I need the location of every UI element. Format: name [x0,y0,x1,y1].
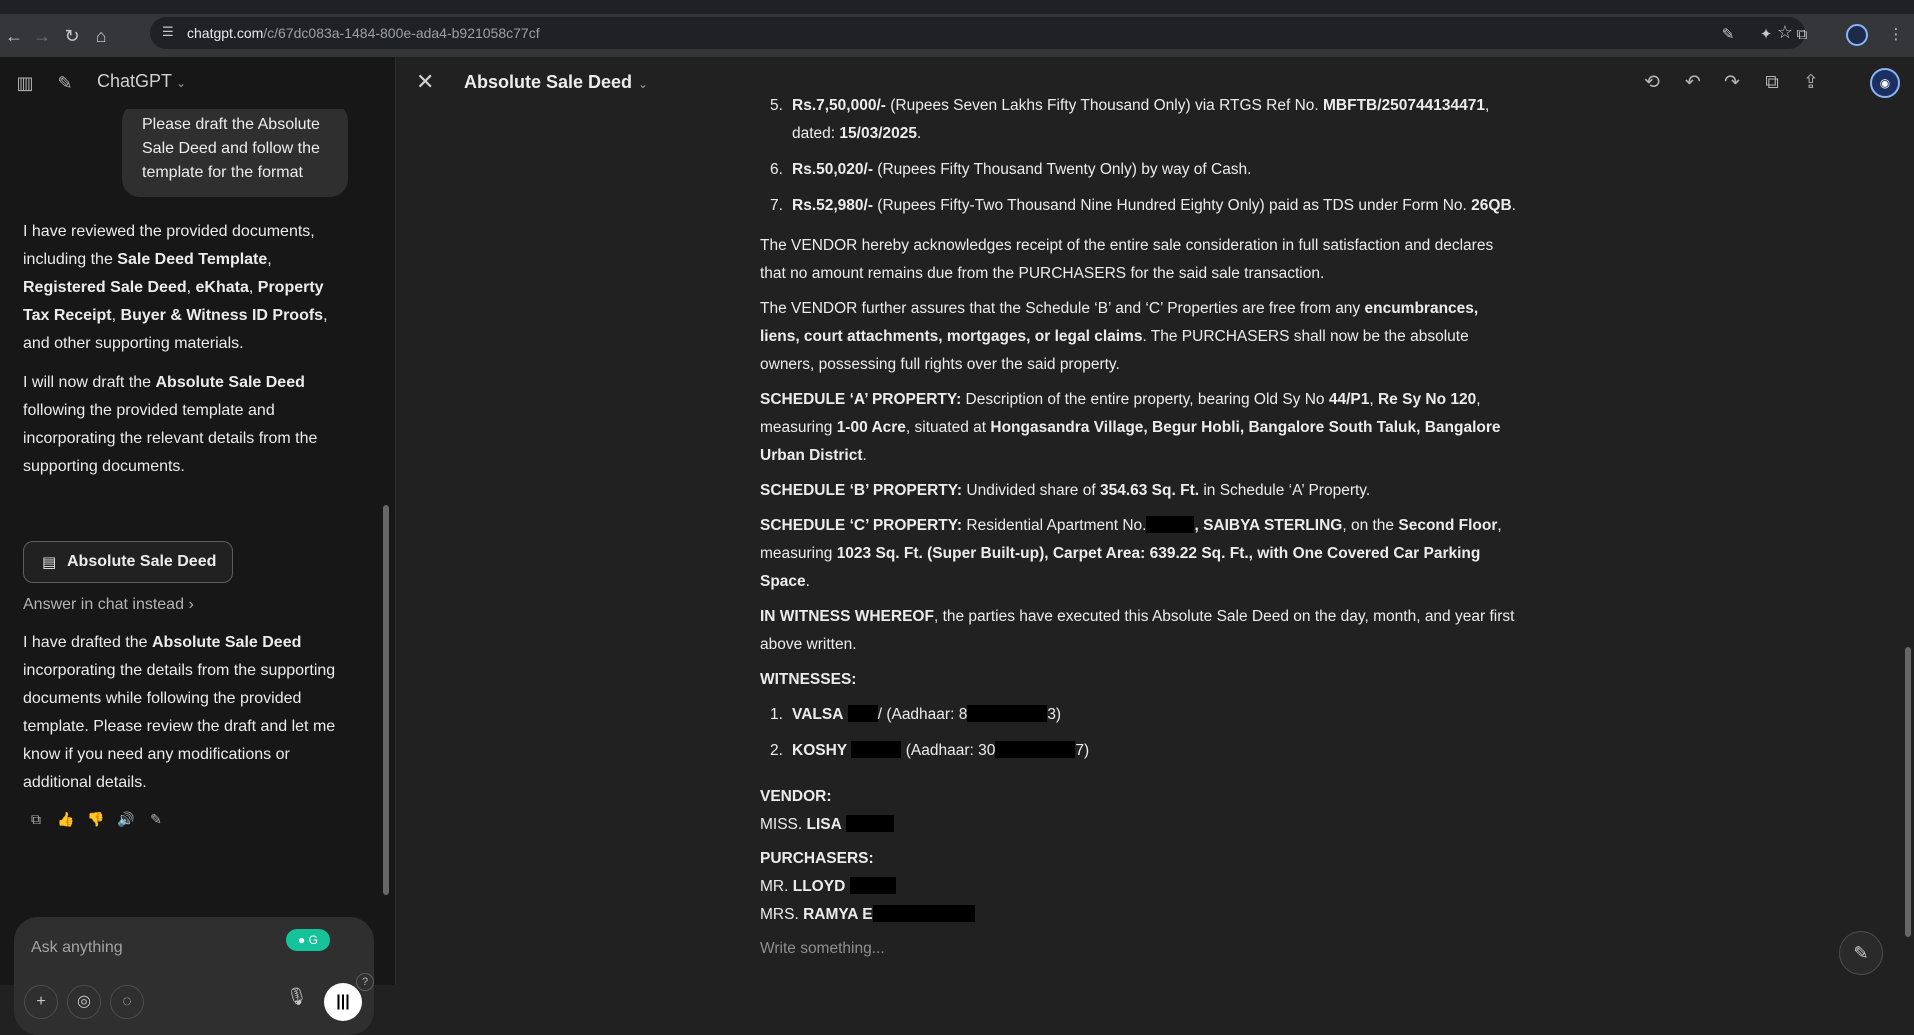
vendor-heading: VENDOR: [760,788,832,805]
chevron-down-icon: ⌄ [638,77,649,91]
puzzle-icon[interactable]: ⧉ [1796,26,1808,43]
chevron-down-icon: ⌄ [176,76,187,90]
assurance-paragraph: The VENDOR further assures that the Schedule ‘B’ and ‘C’ Properties are free from any encumbrances, liens, court attachments, mortgages, or legal claims. The PURCHASERS shall now be the absolute owners, possessing full rights over the said property. [760,300,1479,373]
microphone-icon[interactable]: 🎙 [286,987,308,1006]
assistant-message: I will now draft the Absolute Sale Deed following the provided template and incorporating the relevant details from the supporting documents. [23,374,318,475]
edit-suggestions-button[interactable]: ✎ [1839,931,1883,975]
forward-arrow-icon[interactable]: → [33,26,51,46]
open-document-button[interactable]: ▤ Absolute Sale Deed [23,541,233,583]
chat-panel [0,57,395,1010]
schedule-c: SCHEDULE ‘C’ PROPERTY: Residential Apartment No. , SAIBYA STERLING, on the Second Floor, measuring 1023 Sq. Ft. (Super Built-up), Carpet Area: 639.22 Sq. Ft., with One Covered Car Parking Space. [760,517,1502,590]
schedule-a: SCHEDULE ‘A’ PROPERTY: Description of the entire property, bearing Old Sy No 44/P1, Re Sy No 120, measuring 1-00 Acre, situated at Hongasandra Village, Begur Hobli, Bangalore South Taluk, Bangalore Urban District. [760,391,1501,464]
browser-toolbar [0,0,1914,57]
grammarly-icon[interactable]: ● G [286,929,330,951]
star-icon[interactable]: ☆ [1776,22,1793,42]
purchasers-heading: PURCHASERS: [760,850,874,867]
history-icon[interactable]: ⟲ [1644,72,1660,93]
schedule-b: SCHEDULE ‘B’ PROPERTY: Undivided share of 354.63 Sq. Ft. in Schedule ‘A’ Property. [760,482,1371,499]
assistant-message: I have drafted the Absolute Sale Deed incorporating the details from the supporting documents while following the provided template. Please review the draft and let me know if you need any modifications or additional details. [23,634,336,791]
purchaser-name: MRS. RAMYA E [760,901,1520,929]
redaction [873,905,975,922]
document-body[interactable] [760,92,1520,963]
address-bar[interactable] [150,17,1805,49]
model-selector[interactable]: ChatGPT ⌄ [97,71,187,91]
write-something-input[interactable]: Write something... [760,940,885,957]
assistant-message: I have reviewed the provided documents, including the Sale Deed Template, Registered Sale Deed, eKhata, Property Tax Receipt, Buyer & Witness ID Proofs, and other supporting materials. [23,223,328,352]
witness-list [760,701,1520,765]
composer[interactable] [14,917,374,1035]
canvas-panel [395,57,1914,985]
message-actions [26,811,176,831]
redaction [848,705,878,722]
new-chat-icon[interactable]: ✎ [57,73,73,93]
sidebar-toggle-icon[interactable]: ▥ [16,73,34,93]
purchaser-name: MR. LLOYD [760,873,1520,901]
copy-icon[interactable]: ⧉ [31,811,41,827]
list-item: 2. KOSHY (Aadhaar: 30 7) [770,742,1090,759]
close-icon[interactable]: ✕ [416,69,435,94]
witness-clause: IN WITNESS WHEREOF, the parties have executed this Absolute Sale Deed on the day, month, and year first above written. [760,608,1515,653]
document-icon: ▤ [42,554,57,571]
redaction [846,815,894,832]
profile-icon[interactable] [1846,24,1868,46]
witnesses-heading: WITNESSES: [760,671,857,688]
profile-avatar[interactable]: ◉ [1870,68,1900,98]
undo-icon[interactable]: ↶ [1685,72,1701,93]
back-arrow-icon[interactable]: ← [5,26,23,46]
list-item: 6. Rs.50,020/- (Rupees Fifty Thousand Twenty Only) by way of Cash. [770,161,1252,178]
help-icon[interactable]: ? [356,973,374,991]
redaction [1146,516,1194,533]
read-aloud-icon[interactable]: 🔊 [117,811,135,827]
signatories [760,783,1520,963]
redaction [850,877,896,894]
thumbs-up-icon[interactable]: 👍 [57,811,75,827]
chat-header [0,57,395,109]
composer-input[interactable]: Ask anything [31,939,123,956]
web-search-button[interactable]: ◎ [67,985,101,1019]
canvas-scrollbar[interactable] [1905,647,1911,937]
extension-icon[interactable]: ✦ [1759,26,1773,43]
redaction [995,741,1075,758]
site-settings-icon[interactable]: ☰ [162,24,174,39]
user-message: Please draft the Absolute Sale Deed and follow the template for the format [122,109,348,197]
edit-model-icon[interactable]: ✎ [150,811,162,827]
copy-icon[interactable]: ⧉ [1765,72,1779,93]
add-attachment-button[interactable]: + [24,985,58,1019]
vendor-name: MISS. LISA [760,811,1520,839]
list-item: 5. Rs.7,50,000/- (Rupees Seven Lakhs Fifty Thousand Only) via RTGS Ref No. MBFTB/250744134471, dated: 15/03/2025. [770,97,1490,142]
list-item: 1. VALSA / (Aadhaar: 8 3) [770,706,1062,723]
menu-dots-icon[interactable]: ⋮ [1888,26,1904,43]
canvas-title[interactable]: Absolute Sale Deed ⌄ [464,72,649,92]
share-icon[interactable]: ⇪ [1803,72,1819,93]
chat-messages [0,109,395,889]
reload-icon[interactable]: ↻ [64,26,80,46]
payment-list [760,92,1520,220]
redo-icon[interactable]: ↷ [1724,72,1740,93]
chat-scrollbar[interactable] [383,505,389,895]
answer-in-chat-link[interactable]: Answer in chat instead › [23,596,194,613]
home-icon[interactable]: ⌂ [95,26,107,46]
extension-icon[interactable]: ✎ [1721,26,1735,43]
url-text: chatgpt.com/c/67dc083a-1484-800e-ada4-b921058c77cf [187,25,540,41]
thumbs-down-icon[interactable]: 👎 [87,811,105,827]
list-item: 7. Rs.52,980/- (Rupees Fifty-Two Thousand Nine Hundred Eighty Only) paid as TDS under Form No. 26QB. [770,197,1516,214]
chevron-right-icon: › [188,596,194,613]
redaction [967,705,1047,722]
acknowledgement-paragraph: The VENDOR hereby acknowledges receipt of the entire sale consideration in full satisfaction and declares that no amount remains due from the PURCHASERS for the said sale transaction. [760,237,1494,282]
redaction [851,741,901,758]
voice-mode-button[interactable]: ||| [324,983,362,1021]
reason-button[interactable]: ◌ [110,985,144,1019]
